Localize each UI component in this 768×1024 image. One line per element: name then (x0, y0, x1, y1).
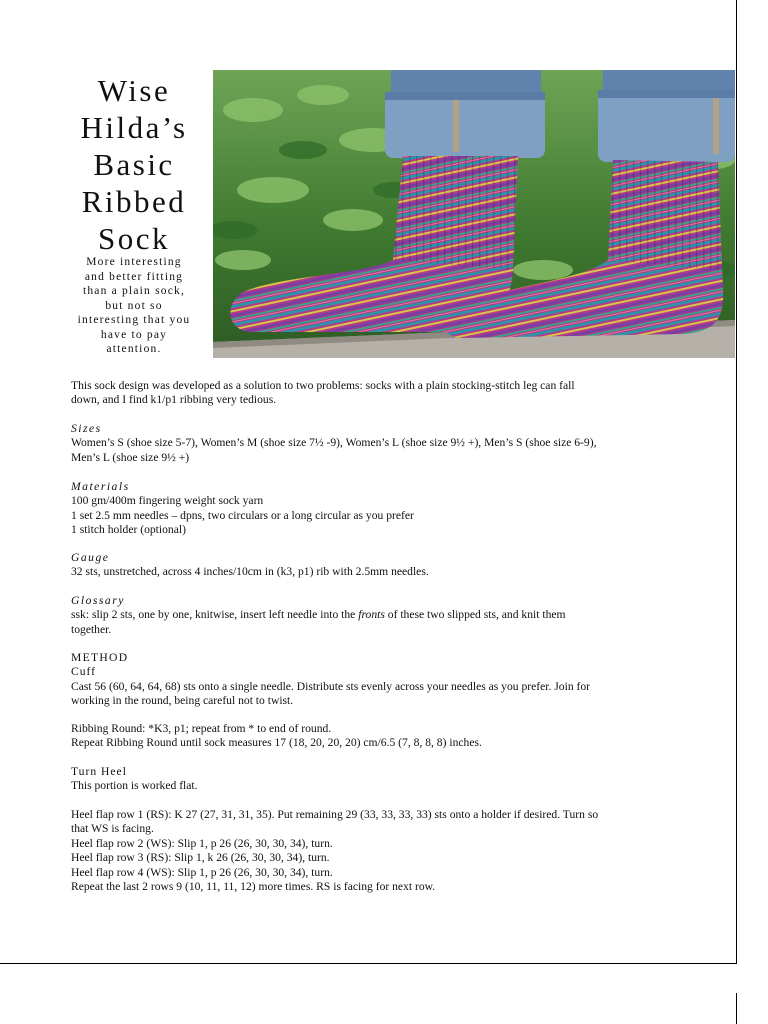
glossary-line (71, 608, 711, 622)
gauge-heading: Gauge (71, 551, 110, 564)
page-title (62, 72, 206, 257)
intro-line: down, and I find k1/p1 ribbing very tedious. (71, 393, 277, 407)
sizes-section (71, 422, 711, 465)
materials-line: 1 stitch holder (optional) (71, 523, 186, 537)
title-line: Ribbed (81, 184, 187, 219)
gauge-line: 32 sts, unstretched, across 4 inches/10cm in (k3, p1) rib with 2.5mm needles. (71, 565, 429, 579)
page-border-right (736, 0, 737, 963)
gauge-section (71, 551, 711, 580)
subtitle-line: than a plain sock, (82, 285, 186, 297)
sizes-line: Women’s S (shoe size 5-7), Women’s M (shoe size 7½ -9), Women’s L (shoe size 9½ +), Men’s S (shoe size 6-9), (71, 436, 597, 450)
materials-section (71, 480, 711, 538)
turn-heel-note: This portion is worked flat. (71, 779, 198, 793)
socks-photo (213, 70, 735, 358)
subtitle (66, 255, 202, 357)
ribbing-section (71, 722, 711, 751)
heel-line: Heel flap row 1 (RS): K 27 (27, 31, 31, 35). Put remaining 29 (33, 33, 33, 33) sts onto a holder if desired. Turn so (71, 808, 599, 821)
glossary-text: of these two slipped sts, and knit them (384, 608, 566, 622)
page-border-bottom (0, 963, 737, 964)
intro-line: This sock design was developed as a solution to two problems: socks with a plain stocking-stitch leg can fall (71, 379, 575, 392)
heel-line: Repeat the last 2 rows 9 (10, 11, 11, 12) more times. RS is facing for next row. (71, 880, 436, 894)
turn-heel-heading: Turn Heel (71, 765, 127, 778)
sizes-heading: Sizes (71, 422, 102, 435)
glossary-line: together. (71, 622, 112, 636)
heel-flap-section (71, 808, 711, 894)
cuff-line: Cast 56 (60, 64, 64, 68) sts onto a single needle. Distribute sts evenly across your needles as you prefer. Join for (71, 679, 591, 693)
title-line: Sock (98, 221, 170, 256)
title-line: Wise (97, 73, 171, 108)
glossary-emphasis: fronts (358, 608, 385, 622)
next-page-edge (736, 993, 737, 1024)
subtitle-line: have to pay (100, 328, 168, 341)
glossary-section (71, 594, 711, 637)
subtitle-line: interesting that you (77, 314, 191, 326)
method-section (71, 651, 711, 709)
subtitle-line: but not so (105, 299, 163, 312)
heel-line: Heel flap row 2 (WS): Slip 1, p 26 (26, 30, 30, 34), turn. (71, 836, 333, 850)
glossary-heading: Glossary (71, 594, 125, 607)
method-heading: METHOD (71, 651, 129, 664)
turn-heel-section (71, 765, 711, 794)
socks-photo-illustration (213, 70, 735, 358)
heel-line: Heel flap row 4 (WS): Slip 1, p 26 (26, 30, 30, 34), turn. (71, 865, 333, 879)
glossary-text: ssk: slip 2 sts, one by one, knitwise, insert left needle into the (71, 608, 359, 622)
intro-paragraph (71, 379, 711, 408)
cuff-heading: Cuff (71, 665, 97, 679)
subtitle-line: and better fitting (84, 270, 184, 283)
title-line: Basic (93, 147, 175, 182)
heel-line: that WS is facing. (71, 822, 154, 836)
subtitle-line: attention. (106, 343, 162, 355)
subtitle-line: More interesting (86, 256, 182, 268)
materials-heading: Materials (71, 480, 130, 493)
heel-line: Heel flap row 3 (RS): Slip 1, k 26 (26, 30, 30, 34), turn. (71, 851, 330, 865)
title-line: Hilda’s (80, 110, 188, 145)
ribbing-line: Repeat Ribbing Round until sock measures 17 (18, 20, 20, 20) cm/6.5 (7, 8, 8, 8) inches. (71, 736, 482, 750)
ribbing-line: Ribbing Round: *K3, p1; repeat from * to end of round. (71, 722, 332, 735)
sizes-line: Men’s L (shoe size 9½ +) (71, 450, 190, 464)
cuff-line: working in the round, being careful not to twist. (71, 694, 294, 708)
materials-line: 100 gm/400m fingering weight sock yarn (71, 494, 264, 508)
materials-line: 1 set 2.5 mm needles – dpns, two circulars or a long circular as you prefer (71, 508, 414, 522)
